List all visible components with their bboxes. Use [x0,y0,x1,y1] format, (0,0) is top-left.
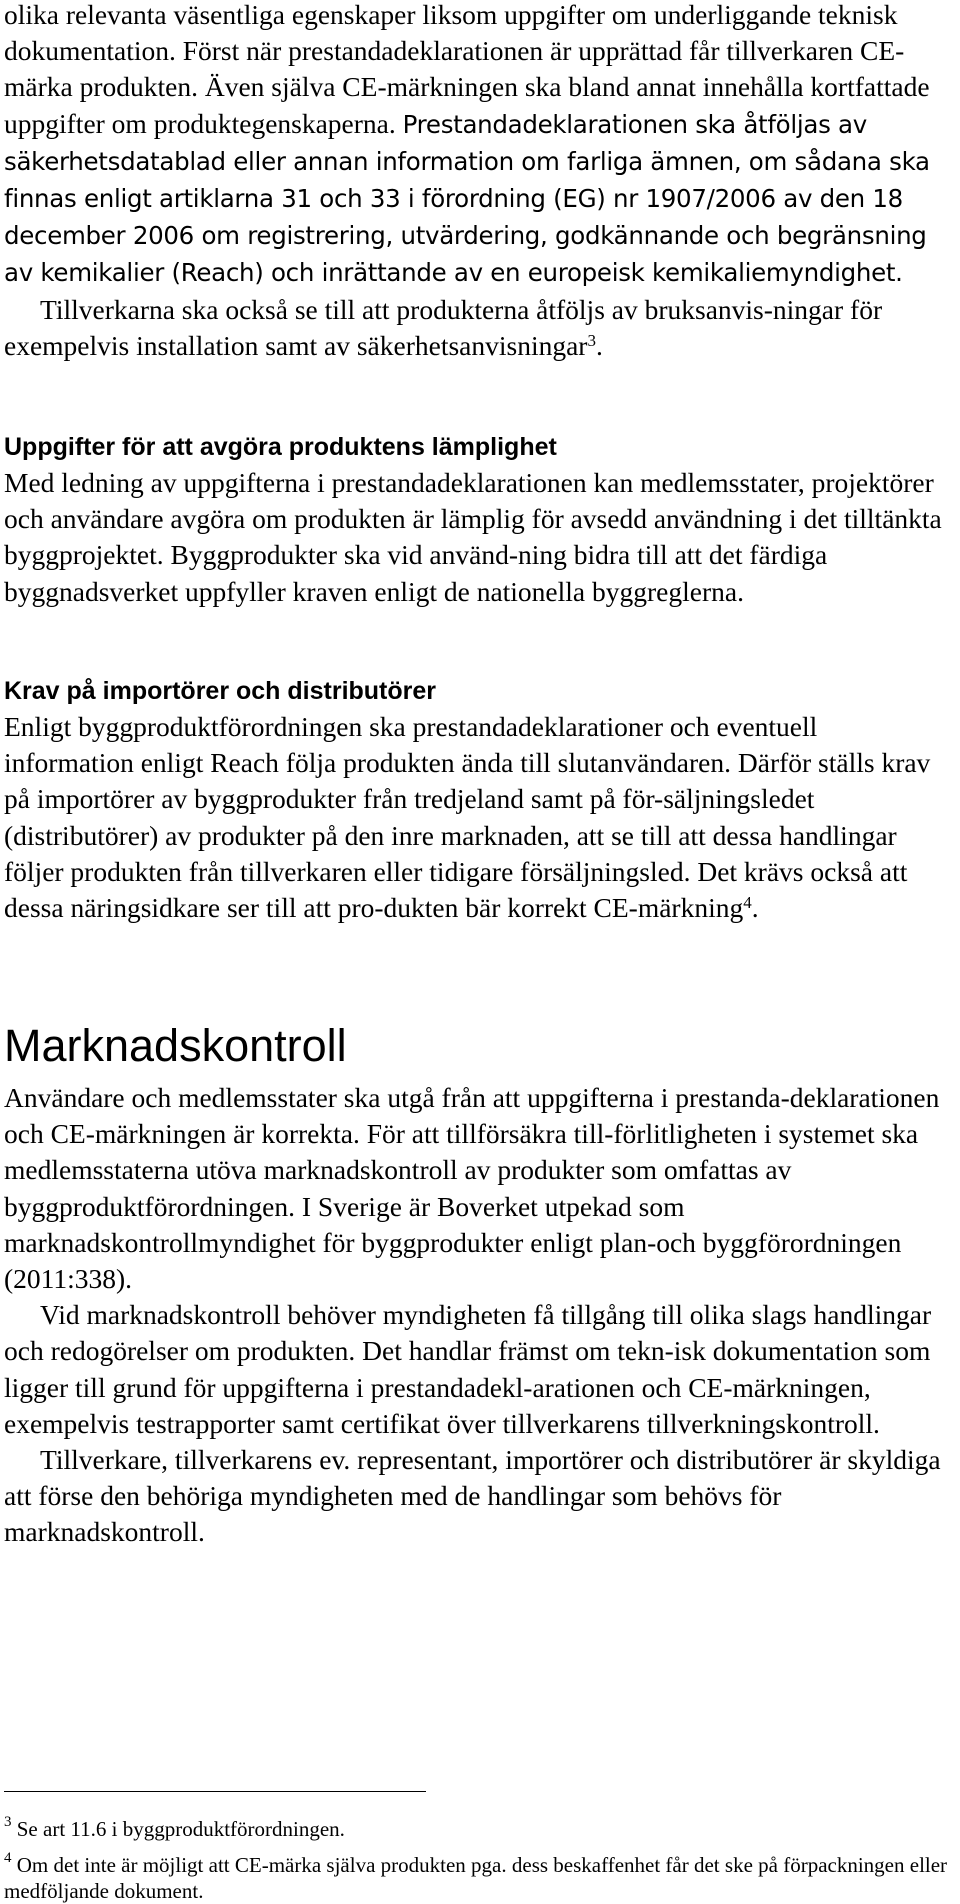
sentence-end: . [751,892,759,924]
footnote-number: 4 [4,1850,12,1866]
heading-krav: Krav på importörer och distributörer [4,677,437,705]
heading-marknadskontroll: Marknadskontroll [4,1020,347,1071]
paragraph-marknad-3: Tillverkare, tillverkarens ev. representant, importörer och distributörer är skyldiga att förse den behöriga myndigheten med de handlingar som behövs för marknadskontroll. [4,1444,941,1548]
footnote-text: Se art 11.6 i byggproduktförordningen. [16,1817,345,1841]
footnote-text: Om det inte är möjligt att CE-märka själva produkten pga. dess beskaffenhet får det ske på förpackningen eller medföljande dokument. [4,1853,948,1903]
paragraph-krav [4,709,949,926]
sentence-end: . [595,329,603,361]
intro-text: olika relevanta väsentliga egenskaper liksom uppgifter om underliggande teknisk dokumentation. Först när prestandadeklarationen är upprättad får tillverkaren CE-märka produkten. Även själva CE-märkningen ska bland annat innehålla kortfattade uppgifter om produktegenskaperna. [4,0,930,139]
footnote-separator [4,1791,426,1792]
footnote-number: 3 [4,1814,12,1830]
paragraph-bruksanvisningar [4,292,949,364]
paragraph-lamplighet: Med ledning av uppgifterna i prestandadeklarationen kan medlemsstater, projektörer och användare avgöra om produkten är lämplig för avsedd användning i det tilltänkta byggprojektet. Byggprodukter ska vid använd-ning bidra till att det färdiga byggnadsverket uppfyller kraven enligt de nationella byggreglerna. [4,467,942,607]
footnote-4 [4,1852,949,1904]
intro-block [4,0,949,364]
krav-text: Enligt byggproduktförordningen ska prestandadeklarationer och eventuell information enligt Reach följa produkten ända till slutanvändaren. Därför ställs krav på importörer av byggprodukter från tredjeland samt på för-säljningsledet (distributörer) av produkter på den inre marknaden, att se till att dessa handlingar följer produkten från tillverkaren eller tidigare försäljningsled. Det krävs också att dessa näringsidkare ser till att pro-dukten bär korrekt CE-märkning [4,711,931,924]
heading-lamplighet: Uppgifter för att avgöra produktens lämplighet [4,433,557,461]
footnote-3 [4,1816,949,1842]
footnote-ref-3[interactable]: 3 [587,330,596,350]
intro-reach-text: Prestandadeklarationen ska åtföljas av säkerhetsdatablad eller annan information om farliga ämnen, om sådana ska finnas enligt artiklarna 31 och 33 i förordning (EG) nr 1907/2006 av den 18 december 2006 om registrering, utvärdering, godkännande och begränsning av kemikalier (Reach) och inrättande av en europeisk kemikaliemyndighet. [4,109,930,288]
marknadskontroll-body [4,1080,949,1551]
bruksanvisningar-text: Tillverkarna ska också se till att produkterna åtföljs av bruksanvis-ningar för exempelvis installation samt av säkerhetsanvisningar [4,293,883,361]
footnote-ref-4[interactable]: 4 [743,893,752,913]
paragraph-marknad-2: Vid marknadskontroll behöver myndigheten få tillgång till olika slags handlingar och redogörelser om produkten. Det handlar främst om tekn-isk dokumentation som ligger till grund för uppgifterna i prestandadekl-arationen och CE-märkningen, exempelvis testrapporter samt certifikat över tillverkarens tillverkningskontroll. [4,1299,932,1439]
paragraph-marknad-1: Användare och medlemsstater ska utgå från att uppgifterna i prestanda-deklarationen och CE-märkningen är korrekta. För att tillförsäkra till-förlitligheten i systemet ska medlemsstaterna utöva marknadskontroll av produkter som omfattas av byggproduktförordningen. I Sverige är Boverket utpekad som marknadskontrollmyndighet för byggprodukter enligt plan-och byggförordningen (2011:338). [4,1082,940,1295]
paragraph-intro [4,0,936,292]
